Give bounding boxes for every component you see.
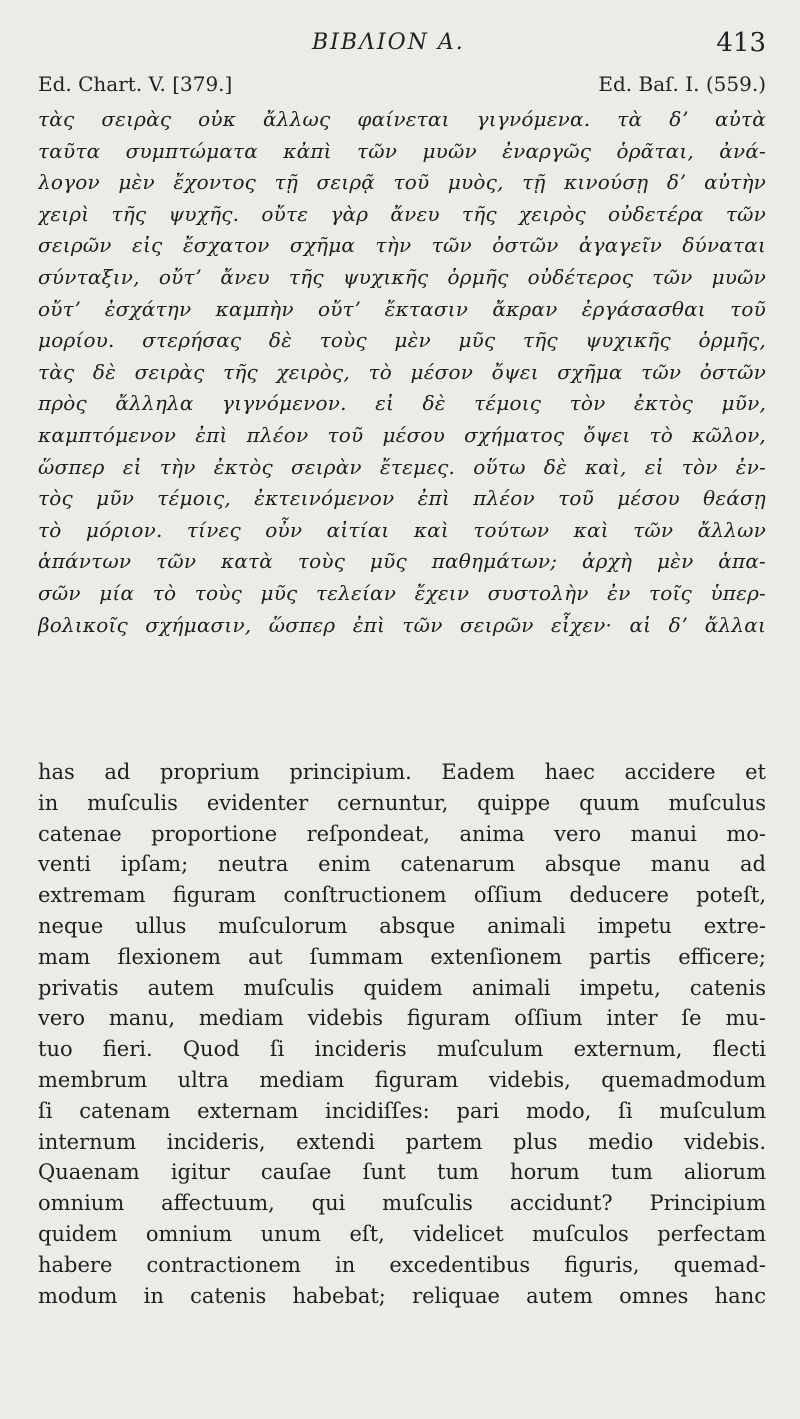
latin-line: membrum ultra mediam figuram videbis, quemadmodum	[38, 1067, 766, 1092]
latin-line: habere contractionem in excedentibus figuris, quemad-	[38, 1252, 766, 1277]
latin-line: privatis autem muſculis quidem animali impetu, catenis	[38, 975, 766, 1000]
latin-line: mam flexionem aut ſummam extenſionem partis efficere;	[38, 944, 766, 969]
running-title: BIBΛΙΟΝ Α.	[312, 30, 465, 55]
greek-text-block	[38, 104, 766, 641]
latin-line: catenae proportione reſpondeat, anima vero manui mo-	[38, 821, 766, 846]
latin-line: has ad proprium principium. Eadem haec accidere et	[38, 760, 766, 784]
greek-line: οὔτʼ ἐσχάτην καμπὴν οὔτʼ ἔκτασιν ἄκραν ἐργάσασθαι τοῦ	[38, 296, 766, 321]
greek-line: τὸς μῦν τέμοις, ἐκτεινόμενον ἐπὶ πλέον τοῦ μέσου θεάσῃ	[38, 486, 766, 511]
latin-line: in muſculis evidenter cernuntur, quippe quum muſculus	[38, 790, 766, 815]
latin-line: neque ullus muſculorum absque animali impetu extre-	[38, 913, 766, 938]
greek-line: τὸ μόριον. τίνες οὖν αἰτίαι καὶ τούτων καὶ τῶν ἄλλων	[38, 517, 766, 542]
latin-line: extremam figuram conſtructionem oſſium deducere poteſt,	[38, 883, 766, 908]
latin-line: tuo fieri. Quod ſi incideris muſculum externum, flecti	[38, 1037, 766, 1062]
page-number: 413	[716, 28, 766, 58]
latin-line: Quaenam igitur cauſae ſunt tum horum tum aliorum	[38, 1160, 766, 1185]
edition-reference-chartier: Ed. Chart. V. [379.]	[38, 72, 233, 96]
greek-line: μορίου. στερήσας δὲ τοὺς μὲν μῦς τῆς ψυχικῆς ὁρμῆς,	[38, 328, 766, 353]
edition-references	[38, 72, 766, 102]
latin-line: internum incideris, extendi partem plus medio videbis.	[38, 1129, 766, 1154]
greek-line: ταῦτα συμπτώματα κἀπὶ τῶν μυῶν ἐναργῶς ὁρᾶται, ἀνά-	[38, 138, 766, 163]
greek-line: βολικοῖς σχήμασιν, ὥσπερ ἐπὶ τῶν σειρῶν εἶχεν· αἱ δʼ ἄλλαι	[38, 612, 766, 637]
greek-line: ὥσπερ εἰ τὴν ἐκτὸς σειρὰν ἔτεμες. οὕτω δὲ καὶ, εἰ τὸν ἐν-	[38, 454, 766, 479]
greek-line: λογον μὲν ἔχοντος τῇ σειρᾷ τοῦ μυὸς, τῇ κινούσῃ δʼ αὐτὴν	[38, 170, 766, 195]
latin-line: ſi catenam externam incidiſſes: pari modo, ſi muſculum	[38, 1098, 766, 1123]
latin-line: modum in catenis habebat; reliquae autem omnes hanc	[38, 1283, 766, 1308]
greek-line: πρὸς ἄλληλα γιγνόμενον. εἰ δὲ τέμοις τὸν ἐκτὸς μῦν,	[38, 391, 766, 416]
greek-line: τὰς σειρὰς οὐκ ἄλλως φαίνεται γιγνόμενα. τὰ δʼ αὐτὰ	[38, 107, 766, 131]
greek-line: καμπτόμενον ἐπὶ πλέον τοῦ μέσου σχήματος ὄψει τὸ κῶλον,	[38, 422, 766, 447]
greek-line: χειρὶ τῆς ψυχῆς. οὔτε γὰρ ἄνευ τῆς χειρὸς οὐδετέρα τῶν	[38, 201, 766, 226]
latin-line: venti ipſam; neutra enim catenarum absque manu ad	[38, 852, 766, 877]
greek-line: σῶν μία τὸ τοὺς μῦς τελείαν ἔχειν συστολὴν ἐν τοῖς ὑπερ-	[38, 580, 766, 605]
greek-line: σύνταξιν, οὔτʼ ἄνευ τῆς ψυχικῆς ὁρμῆς οὐδέτερος τῶν μυῶν	[38, 264, 766, 289]
greek-line: τὰς δὲ σειρὰς τῆς χειρὸς, τὸ μέσον ὄψει σχῆμα τῶν ὀστῶν	[38, 359, 766, 384]
running-head	[0, 28, 800, 62]
latin-text-block	[38, 757, 766, 1311]
latin-line: quidem omnium unum eſt, videlicet muſculos perfectam	[38, 1221, 766, 1246]
greek-line: ἁπάντων τῶν κατὰ τοὺς μῦς παθημάτων; ἀρχὴ μὲν ἁπα-	[38, 549, 766, 574]
greek-line: σειρῶν εἰς ἔσχατον σχῆμα τὴν τῶν ὀστῶν ἀγαγεῖν δύναται	[38, 233, 766, 258]
edition-reference-basel: Ed. Baſ. I. (559.)	[598, 72, 766, 96]
latin-line: omnium affectuum, qui muſculis accidunt? Principium	[38, 1191, 766, 1216]
latin-line: vero manu, mediam videbis figuram oſſium inter ſe mu-	[38, 1006, 766, 1031]
